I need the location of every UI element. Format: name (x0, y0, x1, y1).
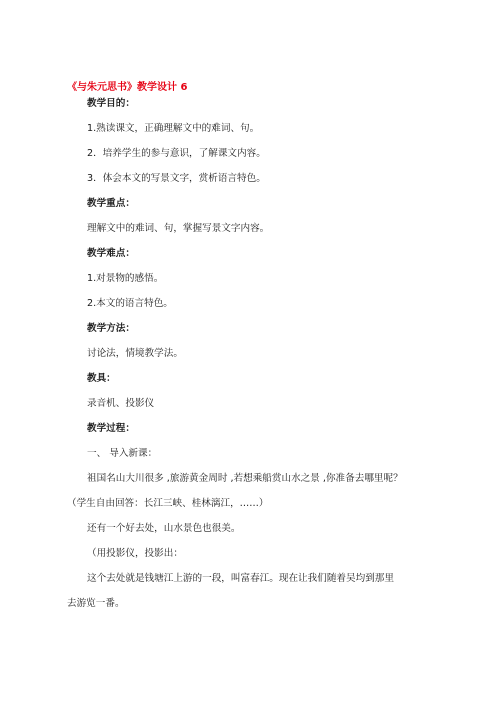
paragraph-line: 2．培养学生的参与意识，了解课文内容。 (87, 148, 266, 159)
paragraph-line: 录音机、投影仪 (87, 398, 155, 409)
paragraph-line: 一、 导入新课： (87, 448, 158, 459)
paragraph-line: 讨论法，情境教学法。 (87, 348, 183, 359)
paragraph-line: （学生自由回答：长江三峡、桂林漓江，……） (67, 498, 269, 509)
paragraph-line: （用投影仪，投影出： (87, 548, 183, 559)
heading-key-points: 教学重点： (87, 198, 135, 209)
heading-difficulties: 教学难点： (87, 248, 135, 259)
heading-objectives: 教学目的： (87, 98, 135, 109)
heading-process: 教学过程： (87, 423, 135, 434)
paragraph-line: 去游览一番。 (67, 598, 125, 609)
paragraph-line: 1.对景物的感悟。 (87, 273, 164, 284)
paragraph-line: 还有一个好去处，山水景色也很美。 (87, 523, 241, 534)
paragraph-line: 理解文中的难词、句，掌握写景文字内容。 (87, 223, 270, 234)
document-title: 《与朱元思书》教学设计 6 (67, 82, 188, 93)
paragraph-line: 3．体会本文的写景文字，赏析语言特色。 (87, 173, 266, 184)
paragraph-line: 祖国名山大川很多 ,旅游黄金周时 ,若想乘船赏山水之景 ,你准备去哪里呢？ (87, 473, 403, 484)
paragraph-line: 1.熟读课文，正确理解文中的难词、句。 (87, 123, 260, 134)
paragraph-line: 这个去处就是钱塘江上游的一段，叫富春江。现在让我们随着吴均到那里 (87, 573, 394, 584)
heading-methods: 教学方法： (87, 323, 135, 334)
heading-teaching-aids: 教具： (87, 373, 116, 384)
paragraph-line: 2.本文的语言特色。 (87, 298, 173, 309)
